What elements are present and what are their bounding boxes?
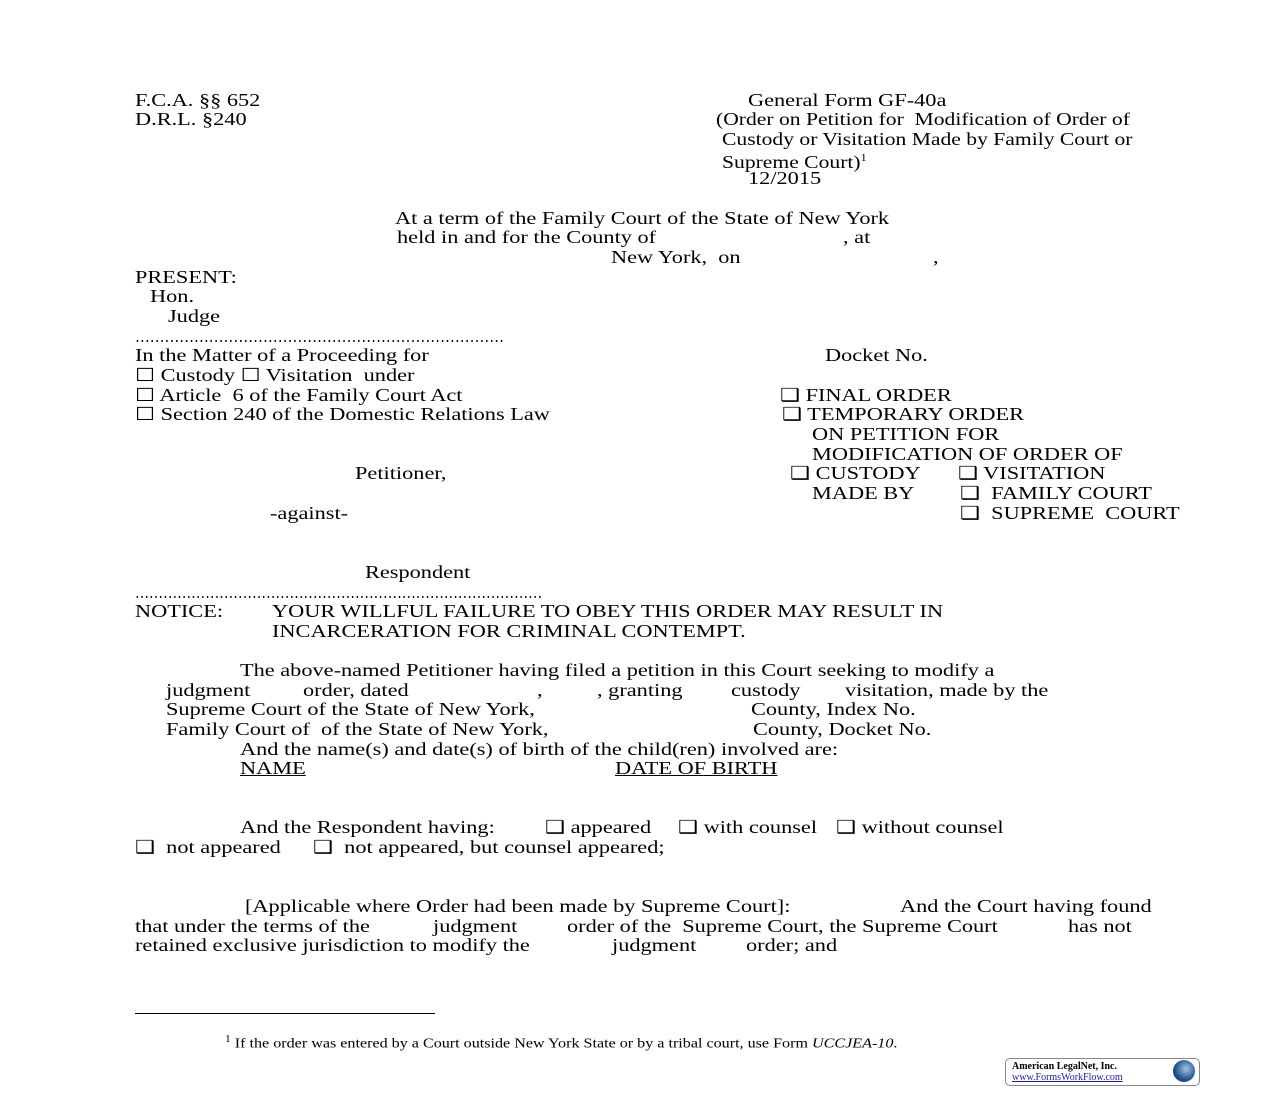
form-date: 12/2015 [748,168,822,188]
terms-line-has-not: has not [1068,916,1132,936]
terms-line-judgment: judgment [433,916,518,936]
petition-judgment: judgment [166,680,251,700]
judge-label: Judge [168,306,221,326]
footnote-text: If the order was entered by a Court outside New York State or by a tribal court, use Form [234,1036,813,1052]
petition-custody: custody [731,680,801,700]
petition-family: Family Court of of the State of New York, [166,719,549,739]
supreme-court-checkbox[interactable]: ❑ SUPREME COURT [960,503,1180,523]
petition-visitation: visitation, made by the [845,680,1049,700]
americanlegalnet-logo[interactable] [1005,1058,1200,1086]
terms-line-a: that under the terms of the [135,916,370,936]
footnote-form: UCCJEA-10 [812,1036,894,1052]
name-column-header: NAME [240,758,306,778]
petition-supreme: Supreme Court of the State of New York, [166,699,535,719]
on-petition-label: ON PETITION FOR [812,424,1000,444]
petition-comma: , [537,680,543,700]
custody-checkbox[interactable]: ❑ CUSTODY [790,463,921,483]
not-appeared-checkbox[interactable]: ❑ not appeared [135,837,281,857]
retained-line: retained exclusive jurisdiction to modify the [135,935,530,955]
globe-icon [1173,1060,1195,1082]
petition-granting: , granting [597,680,683,700]
footnote-end: . [893,1036,898,1052]
term-comma: , [933,247,939,267]
petition-order-dated: order, dated [303,680,409,700]
children-intro: And the name(s) and date(s) of birth of the child(ren) involved are: [240,739,839,759]
statute-drl: D.R.L. §240 [135,109,247,129]
article6-checkbox[interactable]: ☐ Article 6 of the Family Court Act [135,385,463,405]
form-title-2: Custody or Visitation Made by Family Court or [722,129,1133,149]
term-line-2: held in and for the County of [397,227,657,247]
appeared-checkbox[interactable]: ❑ appeared [545,817,652,837]
petition-docket: County, Docket No. [753,719,932,739]
form-title-1: (Order on Petition for Modification of Order of [716,109,1130,129]
matter-label: In the Matter of a Proceeding for [135,345,429,365]
family-court-checkbox[interactable]: ❑ FAMILY COURT [960,483,1152,503]
without-counsel-checkbox[interactable]: ❑ without counsel [836,817,1004,837]
footnote-ref: 1 [860,153,867,164]
petition-index: County, Index No. [751,699,916,719]
final-order-checkbox[interactable]: ❑ FINAL ORDER [780,385,952,405]
respondent-having: And the Respondent having: [240,817,495,837]
caption-dots-bottom: …………………………………………………………………………… [135,582,543,602]
petition-line-1: The above-named Petitioner having filed a petition in this Court seeking to modify a [240,660,995,680]
form-title-3-text: Supreme Court) [722,152,861,172]
notice-line-1: YOUR WILLFUL FAILURE TO OBEY THIS ORDER MAY RESULT IN [272,601,944,621]
notice-label: NOTICE: [135,601,224,621]
term-line-3: New York, on [611,247,741,267]
term-line-1: At a term of the Family Court of the State of New York [395,208,890,228]
logo-url-link[interactable]: www.FormsWorkFlow.com [1012,1072,1123,1083]
terms-line-order: order of the Supreme Court, the Supreme Court [567,916,998,936]
modification-label: MODIFICATION OF ORDER OF [812,444,1123,464]
made-by-label: MADE BY [812,483,915,503]
visitation-checkbox[interactable]: ❑ VISITATION [958,463,1106,483]
caption-dots-top: ………………………………………………………………… [135,326,504,346]
retained-order: order; and [746,935,838,955]
with-counsel-checkbox[interactable]: ❑ with counsel [678,817,818,837]
term-at: , at [843,227,871,247]
retained-judgment: judgment [612,935,697,955]
form-id: General Form GF-40a [748,90,947,110]
section240-checkbox[interactable]: ☐ Section 240 of the Domestic Relations Law [135,404,550,424]
notice-line-2: INCARCERATION FOR CRIMINAL CONTEMPT. [272,621,746,641]
present-label: PRESENT: [135,267,237,287]
statute-fca: F.C.A. §§ 652 [135,90,261,110]
docket-label: Docket No. [825,345,928,365]
petitioner-label: Petitioner, [355,463,447,483]
footnote-number: 1 [225,1034,231,1045]
not-appeared-counsel-checkbox[interactable]: ❑ not appeared, but counsel appeared; [313,837,665,857]
applicable-note: [Applicable where Order had been made by Supreme Court]: [245,896,791,916]
hon-label: Hon. [150,286,195,306]
temporary-order-checkbox[interactable]: ❑ TEMPORARY ORDER [782,404,1025,424]
logo-company: American LegalNet, Inc. [1012,1061,1117,1072]
footnote-divider [135,1013,435,1014]
court-found: And the Court having found [900,896,1152,916]
footnote [225,1032,897,1053]
dob-column-header: DATE OF BIRTH [615,758,778,778]
respondent-label: Respondent [365,562,471,582]
custody-visitation-checkboxes[interactable]: ☐ Custody ☐ Visitation under [135,365,415,385]
against-label: -against- [270,503,349,523]
